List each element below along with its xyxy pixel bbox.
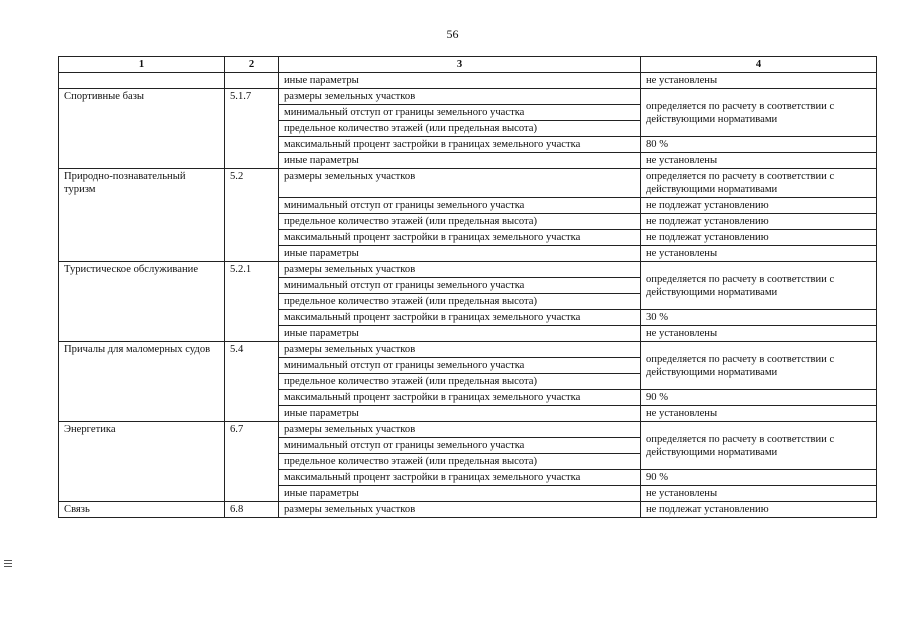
param-cell: минимальный отступ от границы земельного участка [279,358,641,374]
value-cell: определяется по расчету в соответствии с действующими нормативами [641,169,877,198]
value-cell: не установлены [641,153,877,169]
value-cell: не установлены [641,246,877,262]
param-cell: максимальный процент застройки в границах земельного участка [279,137,641,153]
param-cell: иные параметры [279,246,641,262]
param-cell: иные параметры [279,486,641,502]
value-cell: определяется по расчету в соответствии с действующими нормативами [641,342,877,390]
param-cell: размеры земельных участков [279,422,641,438]
value-cell: не подлежат установлению [641,198,877,214]
use-code-cell: 6.7 [225,422,279,502]
header-col-1: 1 [59,57,225,73]
use-code-cell: 5.1.7 [225,89,279,169]
param-cell: размеры земельных участков [279,169,641,198]
page-number: 56 [446,27,459,41]
cell-empty [59,73,225,89]
param-cell: максимальный процент застройки в границах земельного участка [279,470,641,486]
use-code-cell: 5.2 [225,169,279,262]
table-header-row [59,57,877,73]
value-cell: 80 % [641,137,877,153]
table-row [59,73,877,89]
value-cell: не подлежат установлению [641,230,877,246]
value-cell: определяется по расчету в соответствии с действующими нормативами [641,89,877,137]
use-name-cell: Природно-познавательный туризм [59,169,225,262]
use-name-cell: Спортивные базы [59,89,225,169]
param-cell: иные параметры [279,406,641,422]
use-name-cell: Туристическое обслуживание [59,262,225,342]
use-code-cell: 5.2.1 [225,262,279,342]
param-cell: максимальный процент застройки в границах земельного участка [279,230,641,246]
param-cell: иные параметры [279,153,641,169]
param-cell: предельное количество этажей (или предельная высота) [279,294,641,310]
table-row [59,502,877,518]
header-col-3: 3 [279,57,641,73]
value-cell: не подлежат установлению [641,502,877,518]
table-row [59,89,877,105]
margin-mark [4,560,12,572]
regulations-table [58,56,877,518]
use-name-cell: Энергетика [59,422,225,502]
value-cell: 90 % [641,470,877,486]
value-cell: не установлены [641,73,877,89]
header-col-4: 4 [641,57,877,73]
value-cell: не установлены [641,326,877,342]
param-cell: размеры земельных участков [279,502,641,518]
value-cell: определяется по расчету в соответствии с действующими нормативами [641,422,877,470]
table-row [59,422,877,438]
value-cell: не подлежат установлению [641,214,877,230]
param-cell: предельное количество этажей (или предельная высота) [279,121,641,137]
value-cell: 30 % [641,310,877,326]
param-cell: предельное количество этажей (или предельная высота) [279,374,641,390]
use-name-cell: Связь [59,502,225,518]
param-cell: предельное количество этажей (или предельная высота) [279,214,641,230]
param-cell: предельное количество этажей (или предельная высота) [279,454,641,470]
param-cell: минимальный отступ от границы земельного участка [279,198,641,214]
table-row [59,262,877,278]
value-cell: определяется по расчету в соответствии с действующими нормативами [641,262,877,310]
param-cell: максимальный процент застройки в границах земельного участка [279,390,641,406]
param-cell: размеры земельных участков [279,342,641,358]
use-code-cell: 5.4 [225,342,279,422]
table-row [59,342,877,358]
param-cell: максимальный процент застройки в границах земельного участка [279,310,641,326]
param-cell: размеры земельных участков [279,89,641,105]
param-cell: минимальный отступ от границы земельного участка [279,278,641,294]
value-cell: не установлены [641,486,877,502]
param-cell: иные параметры [279,326,641,342]
param-cell: минимальный отступ от границы земельного участка [279,105,641,121]
use-name-cell: Причалы для маломерных судов [59,342,225,422]
param-cell: размеры земельных участков [279,262,641,278]
param-cell: иные параметры [279,73,641,89]
table-row [59,169,877,198]
value-cell: не установлены [641,406,877,422]
use-code-cell: 6.8 [225,502,279,518]
value-cell: 90 % [641,390,877,406]
cell-empty [225,73,279,89]
header-col-2: 2 [225,57,279,73]
param-cell: минимальный отступ от границы земельного участка [279,438,641,454]
